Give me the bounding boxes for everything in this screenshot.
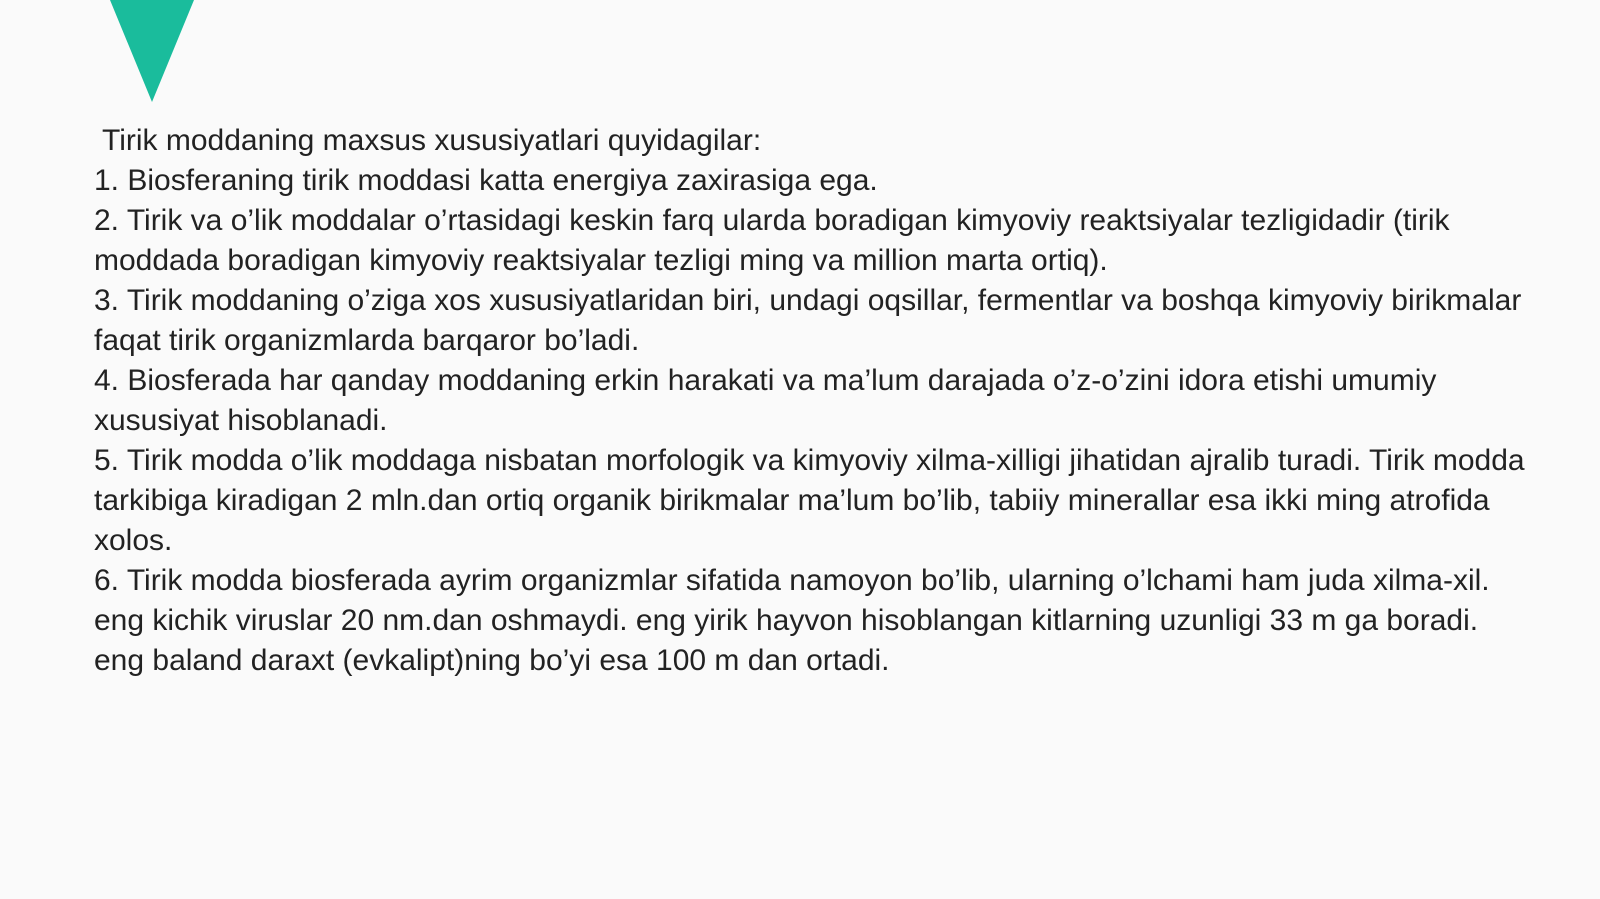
list-item-2: 2. Tirik va o’lik moddalar o’rtasidagi keskin farq ularda boradigan kimyoviy reaktsiyalar tezligidadir (tirik moddada boradigan kimyoviy reaktsiyalar tezligi ming va million marta ortiq). [94, 204, 1450, 277]
list-item-1: 1. Biosferaning tirik moddasi katta energiya zaxirasiga ega. [94, 164, 878, 197]
list-item-3: 3. Tirik moddaning o’ziga xos xususiyatlaridan biri, undagi oqsillar, fermentlar va boshqa kimyoviy birikmalar faqat tirik organizmlarda barqaror bo’ladi. [94, 284, 1522, 357]
slide-body [94, 121, 1534, 681]
intro-text: Tirik moddaning maxsus xususiyatlari quyidagilar: [102, 124, 762, 157]
triangle-accent-shape [110, 0, 194, 102]
list-item-4: 4. Biosferada har qanday moddaning erkin harakati va ma’lum darajada o’z-o’zini idora etishi umumiy xususiyat hisoblanadi. [94, 364, 1437, 437]
list-item-6: 6. Tirik modda biosferada ayrim organizmlar sifatida namoyon bo’lib, ularning o’lchami ham juda xilma-xil. eng kichik viruslar 20 nm.dan oshmaydi. eng yirik hayvon hisoblangan kitlarning uzunligi 33 m ga boradi. eng baland daraxt (evkalipt)ning bo’yi esa 100 m dan ortadi. [94, 564, 1490, 677]
list-item-5: 5. Tirik modda o’lik moddaga nisbatan morfologik va kimyoviy xilma-xilligi jihatidan ajralib turadi. Tirik modda tarkibiga kiradigan 2 mln.dan ortiq organik birikmalar ma’lum bo’lib, tabiiy minerallar esa ikki ming atrofida xolos. [94, 444, 1525, 557]
triangle-accent-icon [110, 0, 194, 102]
